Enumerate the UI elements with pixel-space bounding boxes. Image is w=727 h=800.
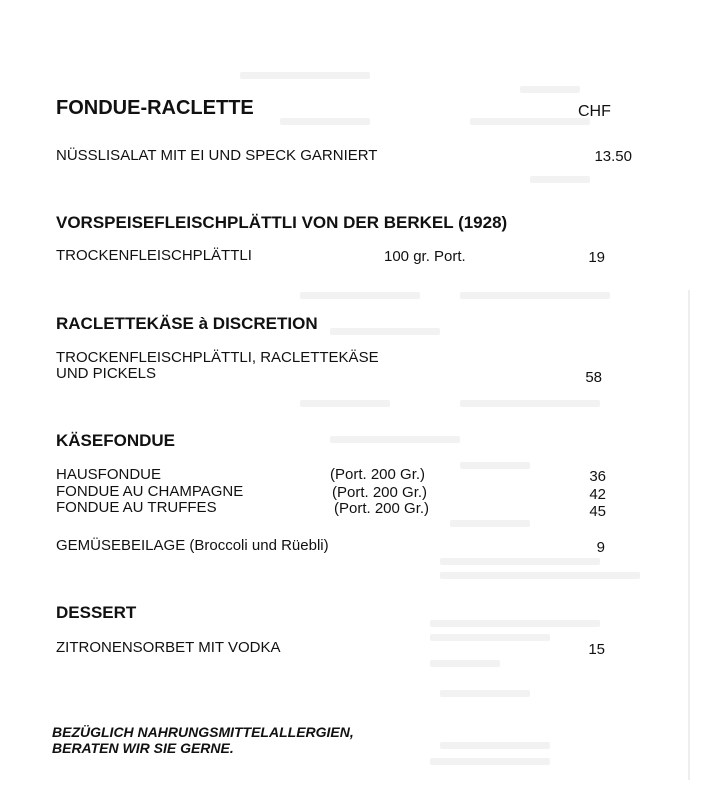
vegetable-side-price: 9	[596, 539, 605, 556]
section-heading-starter: VORSPEISEFLEISCHPLÄTTLI VON DER BERKEL (1928)	[56, 213, 508, 232]
starter-item-price: 19	[588, 249, 605, 266]
salad-item-name: NÜSSLISALAT MIT EI UND SPECK GARNIERT	[56, 147, 378, 164]
allergy-note-line1: BEZÜGLICH NAHRUNGSMITTELALLERGIEN,	[52, 724, 354, 740]
starter-item-portion: 100 gr. Port.	[384, 248, 466, 265]
section-heading-dessert: DESSERT	[56, 603, 137, 622]
vegetable-side-name: GEMÜSEBEILAGE (Broccoli und Rüebli)	[56, 537, 329, 554]
section-heading-raclette: RACLETTEKÄSE à DISCRETION	[56, 314, 318, 333]
raclette-item-line2: UND PICKELS	[56, 365, 157, 382]
fondue-item-name: FONDUE AU CHAMPAGNE	[56, 483, 244, 500]
fondue-item-price: 42	[589, 486, 606, 503]
fondue-item-portion: (Port. 200 Gr.)	[334, 500, 430, 517]
fondue-item-portion: (Port. 200 Gr.)	[330, 466, 426, 483]
fondue-item-name: FONDUE AU TRUFFES	[56, 499, 217, 516]
fondue-item-price: 45	[589, 503, 606, 520]
starter-item-name: TROCKENFLEISCHPLÄTTLI	[56, 247, 252, 264]
allergy-note-line2: BERATEN WIR SIE GERNE.	[52, 740, 234, 756]
raclette-item-line1: TROCKENFLEISCHPLÄTTLI, RACLETTEKÄSE	[56, 349, 379, 366]
menu-title: FONDUE-RACLETTE	[56, 97, 254, 119]
fondue-item-portion: (Port. 200 Gr.)	[332, 484, 428, 501]
fondue-item-name: HAUSFONDUE	[56, 466, 162, 483]
section-heading-fondue: KÄSEFONDUE	[56, 431, 176, 450]
currency-label: CHF	[578, 103, 611, 120]
fondue-item-price: 36	[589, 468, 606, 485]
dessert-item-name: ZITRONENSORBET MIT VODKA	[56, 639, 281, 656]
raclette-item-price: 58	[585, 369, 602, 386]
salad-item-price: 13.50	[594, 148, 632, 165]
dessert-item-price: 15	[588, 641, 605, 658]
